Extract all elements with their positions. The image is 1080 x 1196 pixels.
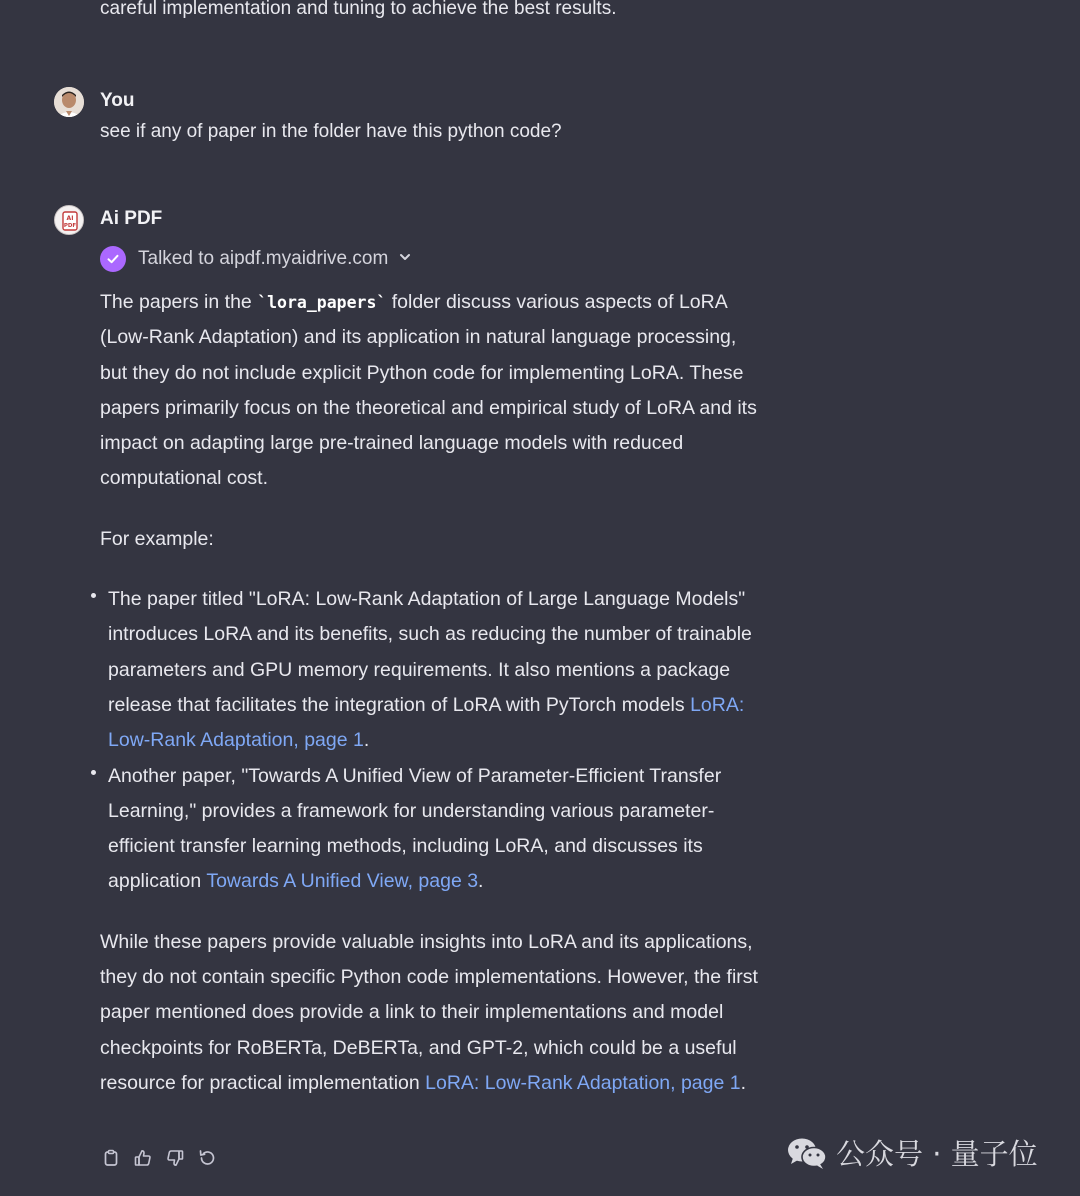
punctuation: . xyxy=(478,870,484,893)
watermark-text: 公众号 · 量子位 xyxy=(836,1137,1038,1171)
paragraph-text: The papers in the xyxy=(100,291,258,313)
check-icon xyxy=(100,246,126,272)
punctuation: . xyxy=(740,1071,747,1094)
paragraph-text: While these papers provide valuable insights into LoRA and its applications, they do not contain specific Python code implementations. However, the first paper mentioned does provide a link to their implementations and model checkpoints for RoBERTa, DeBERTa, and GPT-2, which could be a useful resource for practical implementation xyxy=(100,930,758,1094)
answer-paragraph-2: For example: xyxy=(100,527,214,550)
punctuation: . xyxy=(363,729,370,752)
assistant-answer xyxy=(100,285,760,1101)
list-item-text: The paper titled "LoRA: Low-Rank Adaptation of Large Language Models" introduces LoRA and its benefits, such as reducing the number of trainable parameters and GPU memory requirements. It also mentions a package release that facilitates the integration of LoRA with PyTorch models xyxy=(108,588,752,716)
answer-paragraph-1 xyxy=(100,285,760,497)
answer-paragraph-3 xyxy=(100,925,760,1101)
citation-link[interactable]: Towards A Unified View, page 3 xyxy=(206,870,479,893)
wechat-logo-icon xyxy=(786,1136,828,1170)
list-item-text: Another paper, "Towards A Unified View of Parameter-Efficient Transfer Learning," provides a framework for understanding various parameter-efficient transfer learning methods, including LoRA, and discusses its application xyxy=(108,764,722,893)
avatar-label-line1: AI xyxy=(66,215,74,222)
citation-link[interactable]: LoRA: Low-Rank Adaptation, page 1 xyxy=(108,693,745,752)
user-avatar xyxy=(54,87,84,117)
ai-pdf-logo-icon xyxy=(55,206,84,235)
folder-name-code: `lora_papers` xyxy=(257,293,387,312)
tool-status-label: Talked to aipdf.myaidrive.com xyxy=(138,248,389,269)
chevron-down-icon[interactable] xyxy=(398,250,412,269)
thumbs-up-icon[interactable] xyxy=(132,1146,154,1170)
watermark xyxy=(786,1132,1038,1173)
tool-call-status[interactable] xyxy=(100,245,412,273)
previous-message-tail: careful implementation and tuning to achieve the best results. xyxy=(100,0,617,19)
user-author-name: You xyxy=(100,90,135,111)
regenerate-icon[interactable] xyxy=(196,1146,218,1170)
example-list xyxy=(100,582,760,900)
paragraph-text: folder discuss various aspects of LoRA (Low-Rank Adaptation) and its application in natural language processing, but they do not include explicit Python code for implementing LoRA. These papers primarily focus on the theoretical and empirical study of LoRA and its impact on adapting large pre-trained language models with reduced computational cost. xyxy=(100,291,757,490)
assistant-author-name: Ai PDF xyxy=(100,208,163,229)
copy-icon[interactable] xyxy=(100,1146,122,1170)
message-actions xyxy=(100,1146,218,1170)
citation-link[interactable]: LoRA: Low-Rank Adaptation, page 1 xyxy=(425,1071,741,1094)
avatar-label-line2: PDF xyxy=(63,223,77,229)
ai-pdf-avatar xyxy=(54,205,84,235)
user-avatar-photo-icon xyxy=(54,87,84,117)
list-item xyxy=(100,582,760,758)
user-message-text: see if any of paper in the folder have this python code? xyxy=(100,121,562,142)
thumbs-down-icon[interactable] xyxy=(164,1146,186,1170)
list-item xyxy=(100,759,760,900)
